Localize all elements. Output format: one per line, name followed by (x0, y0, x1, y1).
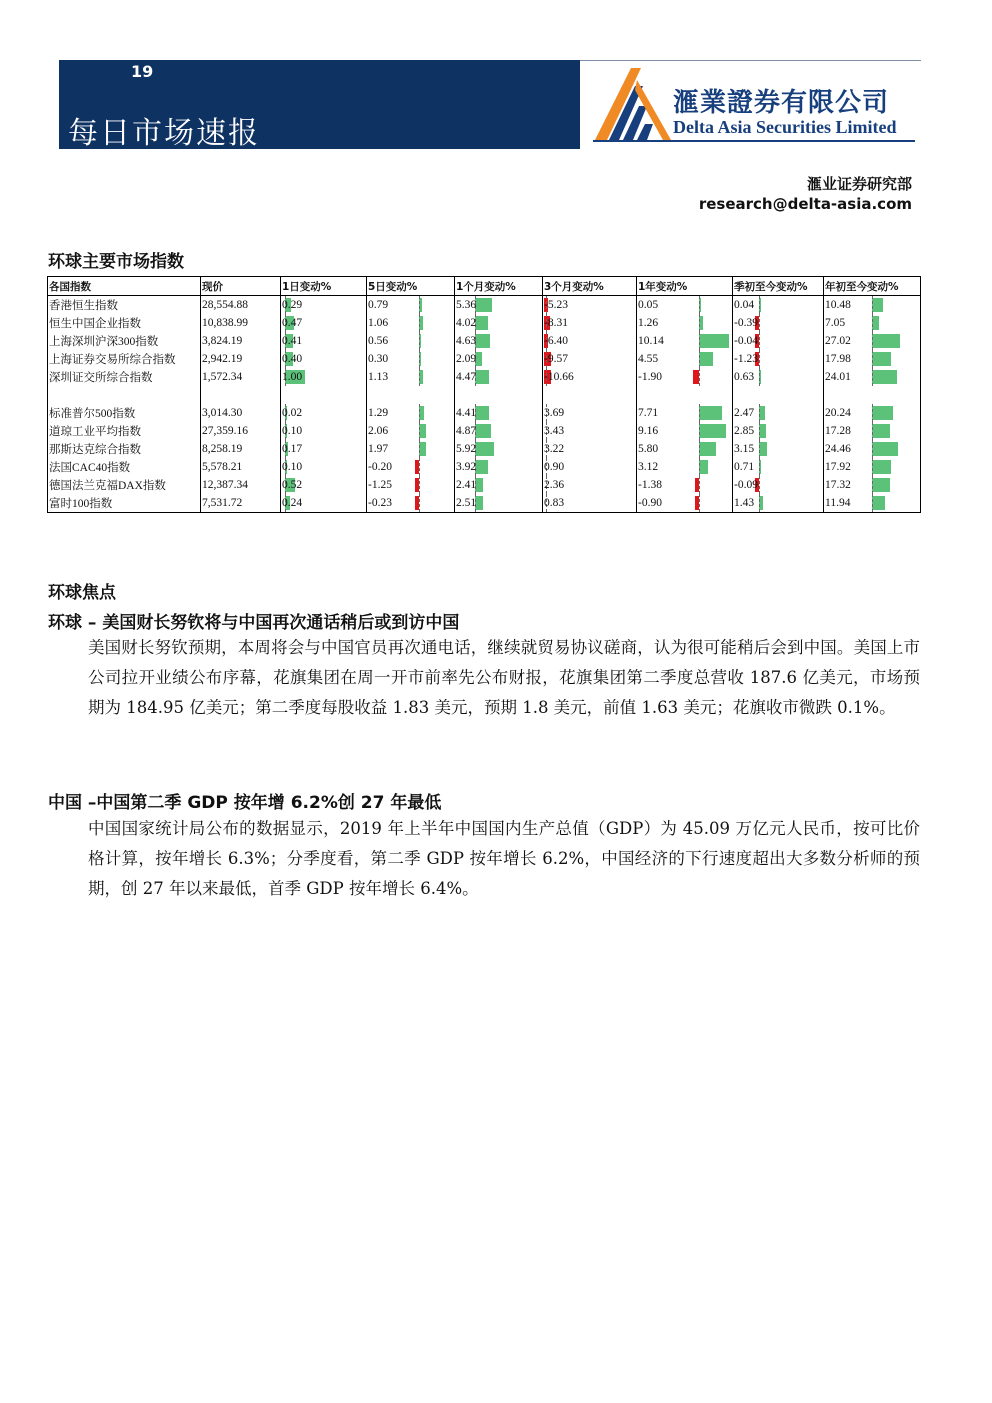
change-value-d1: 0.29 (282, 299, 303, 311)
zero-line (699, 440, 700, 458)
column-header: 季初至今变动% (733, 277, 824, 296)
change-value-d1: 0.52 (282, 479, 303, 491)
company-name-cn: 滙業證券有限公司 (673, 88, 890, 118)
zero-line (872, 296, 873, 314)
change-value-d5: -1.25 (368, 479, 392, 491)
change-value-ytd: 17.92 (825, 461, 851, 473)
zero-line (419, 440, 420, 458)
positive-change-bar (475, 460, 488, 474)
change-value-d5: 1.06 (368, 317, 389, 329)
index-name: 上海深圳沪深300指数 (49, 336, 159, 348)
positive-change-bar (759, 424, 766, 438)
zero-line (872, 458, 873, 476)
change-value-y1: -0.90 (638, 497, 662, 509)
table-row (48, 494, 921, 513)
zero-line (759, 368, 760, 386)
change-value-d5: 1.97 (368, 443, 389, 455)
table-row (48, 404, 921, 422)
change-value-d1: 0.02 (282, 407, 303, 419)
zero-line (699, 494, 700, 512)
zero-line (419, 332, 420, 350)
company-logo (593, 66, 923, 146)
zero-line (419, 458, 420, 476)
table-row (48, 476, 921, 494)
zero-line (419, 350, 420, 368)
change-value-d5: -0.23 (368, 497, 392, 509)
zero-line (759, 422, 760, 440)
zero-line (759, 440, 760, 458)
index-name: 香港恒生指数 (49, 300, 118, 312)
report-title: 每日市场速报 (68, 116, 260, 151)
positive-change-bar (872, 316, 879, 330)
positive-change-bar (699, 460, 708, 474)
change-value-ytd: 24.46 (825, 443, 851, 455)
change-value-d1: 1.00 (282, 371, 303, 383)
change-value-ytd: 27.02 (825, 335, 851, 347)
zero-line (759, 458, 760, 476)
table-row (48, 332, 921, 350)
change-value-d1: 0.17 (282, 443, 303, 455)
index-name: 深圳证交所综合指数 (49, 372, 153, 384)
change-value-d5: 2.06 (368, 425, 389, 437)
positive-change-bar (872, 496, 885, 510)
index-price: 3,014.30 (202, 407, 243, 419)
zero-line (759, 476, 760, 494)
positive-change-bar (872, 352, 891, 366)
index-name: 富时100指数 (49, 498, 113, 510)
change-value-ytd: 10.48 (825, 299, 851, 311)
change-value-qtd: -0.09 (734, 479, 758, 491)
change-value-m1: 2.09 (456, 353, 477, 365)
zero-line (419, 314, 420, 332)
change-value-m3: 0.83 (544, 497, 565, 509)
change-value-qtd: -1.23 (734, 353, 758, 365)
zero-line (419, 296, 420, 314)
change-value-qtd: 0.63 (734, 371, 755, 383)
change-value-m1: 2.41 (456, 479, 477, 491)
change-value-qtd: 2.47 (734, 407, 755, 419)
header-banner (59, 60, 580, 149)
index-price: 12,387.34 (202, 479, 248, 491)
index-name: 道琼工业平均指数 (49, 426, 141, 438)
change-value-qtd: -0.04 (734, 335, 758, 347)
index-price: 3,824.19 (202, 335, 243, 347)
zero-line (419, 494, 420, 512)
change-value-m3: -10.66 (544, 371, 574, 383)
change-value-m3: 3.69 (544, 407, 565, 419)
contact-email[interactable]: research@delta-asia.com (698, 195, 912, 213)
change-value-d5: -0.20 (368, 461, 392, 473)
change-value-qtd: 2.85 (734, 425, 755, 437)
change-value-d5: 1.13 (368, 371, 389, 383)
change-value-y1: 10.14 (638, 335, 664, 347)
change-value-y1: -1.38 (638, 479, 662, 491)
zero-line (699, 404, 700, 422)
index-name: 上海证券交易所综合指数 (49, 354, 176, 366)
positive-change-bar (475, 406, 489, 420)
change-value-m3: 3.43 (544, 425, 565, 437)
positive-change-bar (872, 424, 890, 438)
column-header: 年初至今变动% (824, 277, 921, 296)
change-value-qtd: 0.71 (734, 461, 755, 473)
positive-change-bar (872, 460, 891, 474)
column-header: 1年变动% (637, 277, 733, 296)
positive-change-bar (475, 298, 492, 312)
index-name: 德国法兰克福DAX指数 (49, 480, 166, 492)
zero-line (699, 422, 700, 440)
market-index-table (47, 276, 921, 513)
positive-change-bar (872, 478, 890, 492)
change-value-y1: 0.05 (638, 299, 659, 311)
zero-line (872, 314, 873, 332)
zero-line (759, 494, 760, 512)
change-value-y1: 1.26 (638, 317, 659, 329)
news-body-china: 中国国家统计局公布的数据显示，2019 年上半年中国国内生产总值（GDP）为 45.09 万亿元人民币，按可比价格计算，按年增长 6.3%；分季度看，第二季 GDP 按年增长 6.2%，中国经济的下行速度超出大多数分析师的预期，创 27 年以来最低，首季 GDP 按年增长 6.4%。 (88, 819, 920, 898)
header-rule (580, 60, 921, 61)
change-value-d5: 0.79 (368, 299, 389, 311)
change-value-ytd: 24.01 (825, 371, 851, 383)
zero-line (872, 350, 873, 368)
table-row (48, 458, 921, 476)
positive-change-bar (475, 496, 483, 510)
change-value-d5: 0.30 (368, 353, 389, 365)
zero-line (759, 404, 760, 422)
zero-line (759, 350, 760, 368)
change-value-m3: 3.22 (544, 443, 565, 455)
zero-line (759, 296, 760, 314)
zero-line (699, 296, 700, 314)
index-price: 10,838.99 (202, 317, 248, 329)
index-name: 法国CAC40指数 (49, 462, 131, 474)
table-row (48, 422, 921, 440)
change-value-m3: -8.31 (544, 317, 568, 329)
column-header: 现价 (201, 277, 281, 296)
positive-change-bar (699, 424, 726, 438)
logo-mark-icon (593, 66, 673, 144)
change-value-y1: 5.80 (638, 443, 659, 455)
positive-change-bar (759, 442, 767, 456)
change-value-d5: 0.56 (368, 335, 389, 347)
positive-change-bar (475, 316, 488, 330)
positive-change-bar (872, 334, 900, 348)
table-row (48, 350, 921, 368)
change-value-m3: -6.40 (544, 335, 568, 347)
zero-line (699, 314, 700, 332)
change-value-y1: -1.90 (638, 371, 662, 383)
change-value-d1: 0.24 (282, 497, 303, 509)
index-price: 28,554.88 (202, 299, 248, 311)
zero-line (699, 368, 700, 386)
change-value-d1: 0.47 (282, 317, 303, 329)
page-number: 19 (131, 62, 154, 81)
index-name: 标准普尔500指数 (49, 408, 136, 420)
change-value-y1: 7.71 (638, 407, 659, 419)
zero-line (872, 422, 873, 440)
news-body-global: 美国财长努钦预期，本周将会与中国官员再次通电话，继续就贸易协议磋商，认为很可能稍后会到中国。美国上市公司拉开业绩公布序幕，花旗集团在周一开市前率先公布财报，花旗集团第二季度总营收 187.6 亿美元，市场预期为 184.95 亿美元；第二季度每股收益 1.83 美元，预期 1.8 美元，前值 1.63 美元；花旗收市微跌 0.1%。 (88, 638, 920, 717)
change-value-m1: 4.02 (456, 317, 477, 329)
table-header-row (48, 277, 921, 296)
positive-change-bar (872, 406, 893, 420)
zero-line (872, 368, 873, 386)
positive-change-bar (475, 442, 494, 456)
positive-change-bar (699, 442, 716, 456)
change-value-ytd: 17.32 (825, 479, 851, 491)
change-value-d1: 0.10 (282, 425, 303, 437)
table-row (48, 368, 921, 386)
table-row (48, 440, 921, 458)
zero-line (699, 476, 700, 494)
zero-line (419, 404, 420, 422)
change-value-d1: 0.41 (282, 335, 303, 347)
change-value-d1: 0.10 (282, 461, 303, 473)
positive-change-bar (699, 334, 729, 348)
positive-change-bar (475, 334, 490, 348)
positive-change-bar (475, 424, 491, 438)
zero-line (699, 350, 700, 368)
change-value-m1: 4.87 (456, 425, 477, 437)
change-value-y1: 9.16 (638, 425, 659, 437)
zero-line (872, 476, 873, 494)
company-name-en: Delta Asia Securities Limited (673, 117, 897, 137)
column-header: 5日变动% (367, 277, 455, 296)
change-value-m1: 3.92 (456, 461, 477, 473)
change-value-ytd: 17.98 (825, 353, 851, 365)
logo-underline (593, 140, 915, 142)
change-value-m1: 4.41 (456, 407, 477, 419)
index-price: 2,942.19 (202, 353, 243, 365)
change-value-ytd: 17.28 (825, 425, 851, 437)
column-header: 1个月变动% (455, 277, 543, 296)
positive-change-bar (872, 442, 898, 456)
market-section-title: 环球主要市场指数 (48, 252, 184, 272)
positive-change-bar (872, 298, 883, 312)
positive-change-bar (419, 424, 426, 438)
change-value-y1: 4.55 (638, 353, 659, 365)
change-value-qtd: 1.43 (734, 497, 755, 509)
news-headline-china: 中国 –中国第二季 GDP 按年增 6.2%创 27 年最低 (48, 793, 442, 813)
focus-section-title: 环球焦点 (48, 583, 116, 603)
zero-line (699, 332, 700, 350)
index-name: 恒生中国企业指数 (49, 318, 141, 330)
change-value-y1: 3.12 (638, 461, 659, 473)
index-price: 1,572.34 (202, 371, 243, 383)
positive-change-bar (699, 406, 722, 420)
zero-line (699, 458, 700, 476)
change-value-m1: 5.36 (456, 299, 477, 311)
change-value-m3: 0.90 (544, 461, 565, 473)
index-price: 5,578.21 (202, 461, 243, 473)
change-value-ytd: 7.05 (825, 317, 846, 329)
column-header: 1日变动% (281, 277, 367, 296)
change-value-m3: -9.57 (544, 353, 568, 365)
change-value-d1: 0.40 (282, 353, 303, 365)
index-price: 8,258.19 (202, 443, 243, 455)
change-value-m1: 4.63 (456, 335, 477, 347)
zero-line (872, 332, 873, 350)
change-value-m3: 2.36 (544, 479, 565, 491)
zero-line (872, 404, 873, 422)
zero-line (872, 494, 873, 512)
change-value-ytd: 11.94 (825, 497, 851, 509)
change-value-ytd: 20.24 (825, 407, 851, 419)
index-price: 7,531.72 (202, 497, 243, 509)
change-value-m1: 2.51 (456, 497, 477, 509)
zero-line (419, 368, 420, 386)
change-value-d5: 1.29 (368, 407, 389, 419)
change-value-m1: 5.92 (456, 443, 477, 455)
zero-line (759, 332, 760, 350)
positive-change-bar (475, 478, 483, 492)
zero-line (759, 314, 760, 332)
change-value-m3: -5.23 (544, 299, 568, 311)
change-value-qtd: 0.04 (734, 299, 755, 311)
change-value-m1: 4.47 (456, 371, 477, 383)
news-headline-global: 环球 – 美国财长努钦将与中国再次通话稍后或到访中国 (48, 613, 460, 633)
zero-line (872, 440, 873, 458)
research-department: 滙业证券研究部 (806, 175, 912, 193)
group-spacer-row (48, 386, 921, 404)
index-name: 那斯达克综合指数 (49, 444, 141, 456)
table-row (48, 296, 921, 315)
zero-line (419, 476, 420, 494)
change-value-qtd: -0.39 (734, 317, 758, 329)
table-row (48, 314, 921, 332)
positive-change-bar (699, 352, 713, 366)
zero-line (419, 422, 420, 440)
column-header: 3个月变动% (543, 277, 637, 296)
positive-change-bar (419, 442, 426, 456)
index-price: 27,359.16 (202, 425, 248, 437)
positive-change-bar (475, 370, 489, 384)
change-value-qtd: 3.15 (734, 443, 755, 455)
column-header: 各国指数 (48, 277, 201, 296)
positive-change-bar (475, 352, 482, 366)
positive-change-bar (872, 370, 897, 384)
